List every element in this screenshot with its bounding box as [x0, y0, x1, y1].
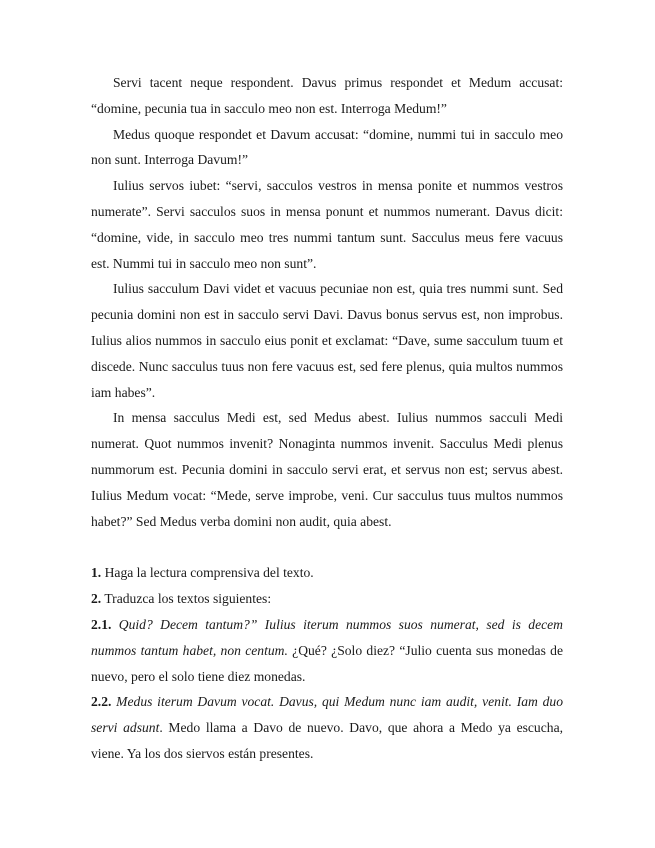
exercise-2-1 [91, 612, 563, 689]
exercise-2-2-number: 2.2. [91, 694, 112, 710]
exercise-2-1-translation: ¿Qué? ¿Solo diez? “Julio cuenta sus monedas de nuevo, pero el solo tiene diez monedas. [91, 642, 563, 684]
section-spacer [91, 534, 563, 560]
reading-paragraph-2: Medus quoque respondet et Davum accusat: “domine, nummi tui in sacculo meo non sunt. Interroga Davum!” [91, 126, 563, 168]
exercise-2-1-number: 2.1. [91, 616, 112, 632]
exercise-2-text: Traduzca los textos siguientes: [101, 591, 272, 607]
reading-paragraph-3: Iulius servos iubet: “servi, sacculos vestros in mensa ponite et nummos vestros numerate”. Servi sacculos suos in mensa ponunt et nummos numerant. Davus dicit: “domine, vide, in sacculo meo tres nummi tantum sunt. Sacculus meus fere vacuus est. Nummi tui in sacculo meo non sunt”. [91, 178, 563, 271]
exercise-1-text: Haga la lectura comprensiva del texto. [101, 565, 314, 581]
exercise-2 [91, 586, 563, 612]
exercise-2-number: 2. [91, 591, 102, 607]
reading-paragraph-1: Servi tacent neque respondent. Davus primus respondet et Medum accusat: “domine, pecunia tua in sacculo meo non est. Interroga Medum!” [91, 75, 563, 116]
exercise-2-2-translation: . Medo llama a Davo de nuevo. Davo, que ahora a Medo ya escucha, viene. Ya los dos siervos están presentes. [91, 720, 563, 761]
reading-paragraph-4: Iulius sacculum Davi videt et vacuus pecuniae non est, quia tres nummi sunt. Sed pecunia domini non est in sacculo servi Davi. Davus bonus servus est, non improbus. Iulius alios nummos in sacculo eius ponit et exclamat: “Dave, sume sacculum tuum et discede. Nunc sacculus tuus non fere vacuus est, sed fere plenus, quia multos nummos iam habes”. [91, 281, 563, 400]
document-page [91, 70, 563, 767]
latin-reading [91, 70, 563, 534]
reading-paragraph-5: In mensa sacculus Medi est, sed Medus abest. Iulius nummos sacculi Medi numerat. Quot nummos invenit? Nonaginta nummos invenit. Sacculus Medi plenus nummorum est. Pecunia domini in sacculo servi erat, et servus non est; servus abest. Iulius Medum vocat: “Mede, serve improbe, veni. Cur sacculus tuus multos nummos habet?” Sed Medus verba domini non audit, quia abest. [91, 410, 563, 529]
exercise-1-number: 1. [91, 565, 102, 581]
exercise-2-2 [91, 689, 563, 766]
exercise-1 [91, 560, 563, 586]
exercise-2-2-latin: Medus iterum Davum vocat. Davus, qui Medum nunc iam audit, venit. Iam duo servi adsunt [91, 694, 563, 736]
exercises [91, 560, 563, 766]
exercise-2-1-latin: Quid? Decem tantum?” Iulius iterum nummos suos numerat, sed is decem nummos tantum habet, non centum. [91, 616, 563, 658]
